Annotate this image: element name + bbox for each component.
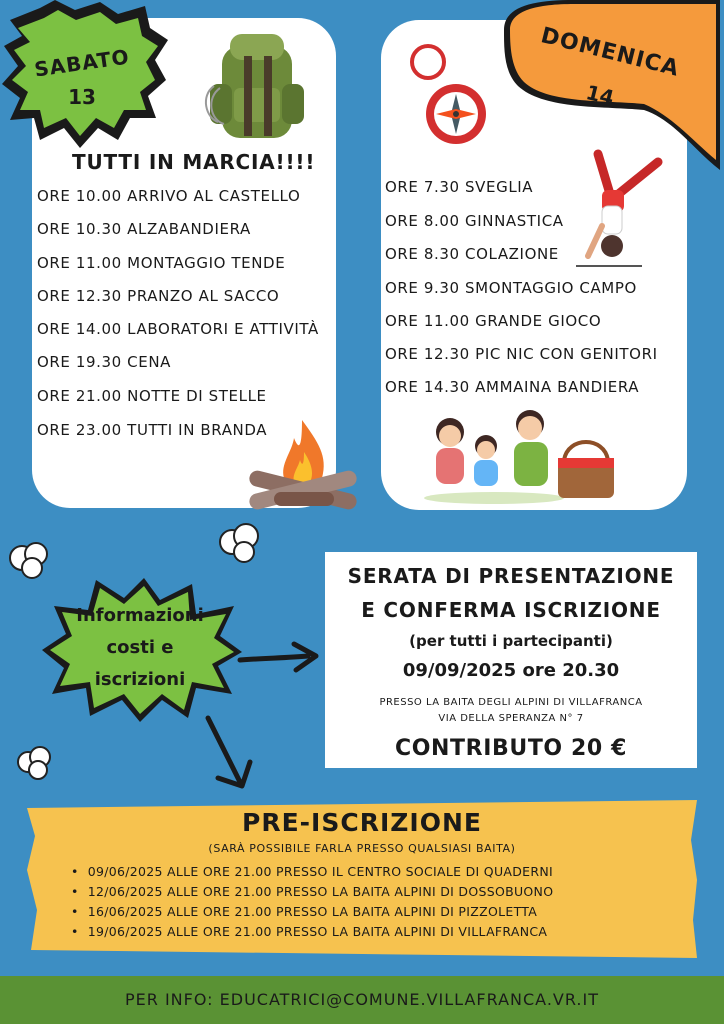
preregistration-list: [71, 862, 553, 942]
list-item: • 16/06/2025 ALLE ORE 21.00 PRESSO LA BAITA ALPINI DI PIZZOLETTA: [71, 902, 553, 922]
preregistration-box: [27, 800, 697, 958]
saturday-item: ORE 10.30 ALZABANDIERA: [37, 220, 251, 238]
saturday-item: ORE 12.30 PRANZO AL SACCO: [37, 287, 280, 305]
sunday-item: ORE 12.30 PIC NIC CON GENITORI: [385, 345, 658, 363]
saturday-item: ORE 14.00 LABORATORI E ATTIVITÀ: [37, 320, 319, 338]
cloud-puff-icon: [214, 520, 264, 566]
presentation-title-line2: E CONFERMA ISCRIZIONE: [361, 598, 661, 622]
presentation-contribution: CONTRIBUTO 20 €: [395, 736, 627, 761]
presentation-place-line1: PRESSO LA BAITA DEGLI ALPINI DI VILLAFRANCA: [379, 697, 643, 708]
saturday-item: ORE 19.30 CENA: [37, 353, 172, 371]
list-item: • 12/06/2025 ALLE ORE 21.00 PRESSO LA BAITA ALPINI DI DOSSOBUONO: [71, 882, 553, 902]
gymnast-icon: [572, 146, 664, 272]
presentation-place-line2: VIA DELLA SPERANZA N° 7: [438, 713, 584, 724]
arrow-down-icon: [200, 712, 260, 794]
sunday-item: ORE 9.30 SMONTAGGIO CAMPO: [385, 279, 637, 297]
saturday-heading: TUTTI IN MARCIA!!!!: [72, 150, 316, 174]
presentation-datetime: 09/09/2025 ore 20.30: [402, 660, 620, 681]
presentation-note: (per tutti i partecipanti): [409, 632, 613, 650]
saturday-item: ORE 11.00 MONTAGGIO TENDE: [37, 254, 286, 272]
backpack-icon: [200, 26, 310, 146]
sunday-item: ORE 8.30 COLAZIONE: [385, 245, 559, 263]
sunday-day-label: DOMENICA: [538, 23, 682, 82]
info-burst-line3: iscrizioni: [94, 669, 186, 690]
saturday-item: ORE 10.00 ARRIVO AL CASTELLO: [37, 187, 301, 205]
list-item: • 09/06/2025 ALLE ORE 21.00 PRESSO IL CENTRO SOCIALE DI QUADERNI: [71, 862, 553, 882]
presentation-title-line1: SERATA DI PRESENTAZIONE: [347, 564, 675, 588]
sunday-item: ORE 14.30 AMMAINA BANDIERA: [385, 378, 640, 396]
saturday-item: ORE 23.00 TUTTI IN BRANDA: [37, 421, 268, 439]
saturday-item: ORE 21.00 NOTTE DI STELLE: [37, 387, 267, 405]
saturday-day-label: SABATO: [32, 44, 131, 82]
cloud-puff-icon: [6, 538, 54, 582]
footer-bar: [0, 976, 724, 1024]
preregistration-subtitle: (SARÀ POSSIBILE FARLA PRESSO QUALSIASI BAITA): [208, 842, 516, 855]
footer-contact[interactable]: PER INFO: EDUCATRICI@COMUNE.VILLAFRANCA.VR.IT: [125, 990, 599, 1009]
presentation-info-box: [325, 552, 697, 768]
compass-icon: [400, 40, 492, 150]
preregistration-title: PRE-ISCRIZIONE: [242, 808, 482, 837]
list-item: • 19/06/2025 ALLE ORE 21.00 PRESSO LA BAITA ALPINI DI VILLAFRANCA: [71, 922, 553, 942]
sunday-item: ORE 8.00 GINNASTICA: [385, 212, 564, 230]
sunday-item: ORE 7.30 SVEGLIA: [385, 178, 534, 196]
sunday-item: ORE 11.00 GRANDE GIOCO: [385, 312, 602, 330]
info-burst-line1: Informazioni: [76, 605, 204, 626]
picnic-family-icon: [424, 402, 624, 506]
arrow-right-icon: [236, 638, 322, 678]
info-burst-line2: costi e: [106, 637, 174, 658]
cloud-puff-icon: [14, 742, 56, 782]
saturday-date-label: 13: [68, 85, 96, 109]
sunday-date-label: 14: [583, 80, 617, 111]
campfire-icon: [244, 412, 362, 520]
